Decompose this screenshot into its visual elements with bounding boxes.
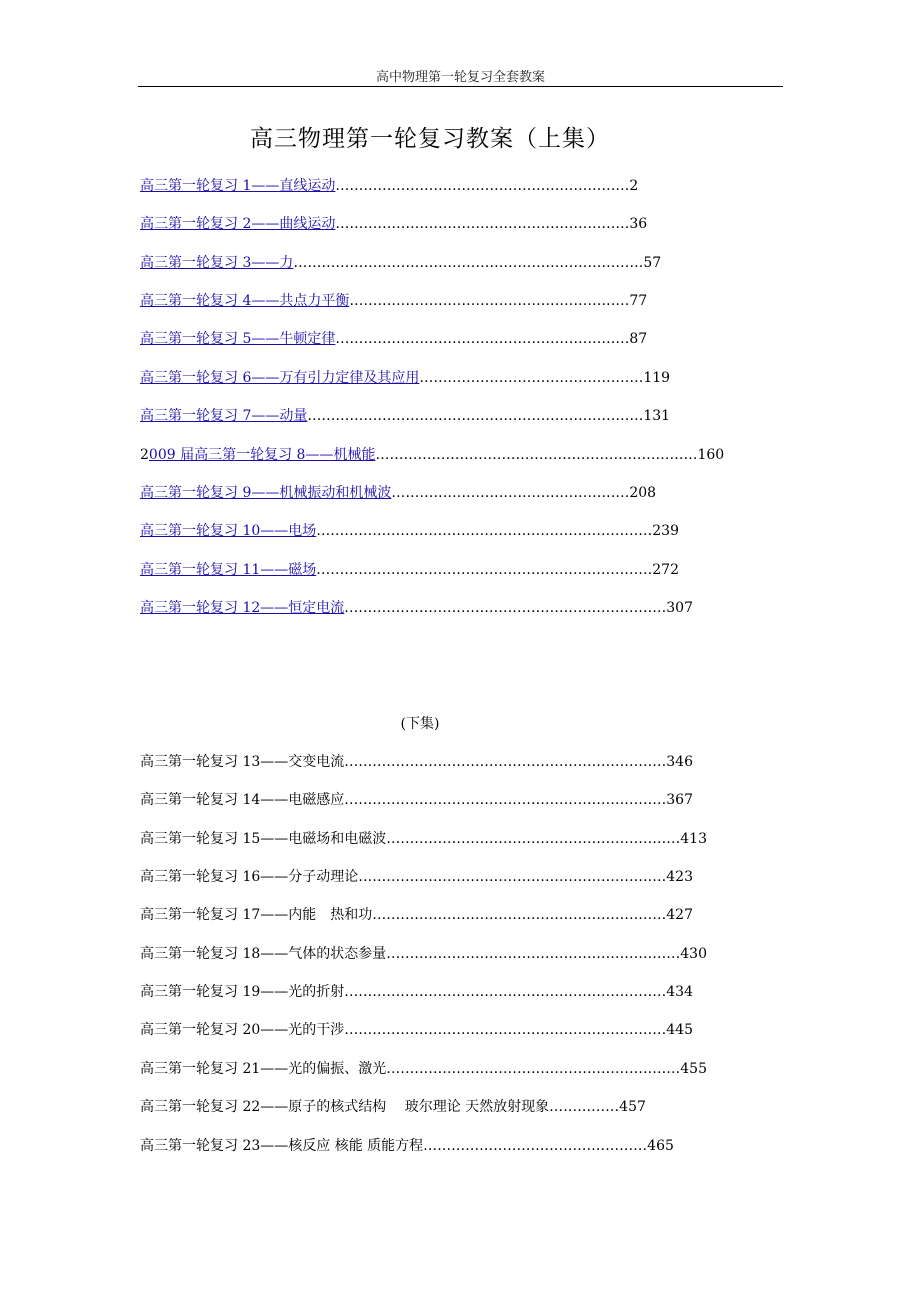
toc-link-3[interactable]: 高三第一轮复习 3——力 xyxy=(140,255,294,271)
toc-link-1[interactable]: 高三第一轮复习 1——直线运动 xyxy=(140,178,336,194)
toc-entry-19: 高三第一轮复习 19——光的折射……………………………………………………………434 xyxy=(140,984,693,1000)
toc-page-5: 87 xyxy=(629,331,648,347)
toc-link-2[interactable]: 高三第一轮复习 2——曲线运动 xyxy=(140,216,336,232)
toc-link-9[interactable]: 高三第一轮复习 9——机械振动和机械波 xyxy=(140,485,392,501)
toc-page-1: 2 xyxy=(629,178,639,194)
toc-entry-9: 高三第一轮复习 9——机械振动和机械波……………………………………………208 xyxy=(140,485,657,501)
toc-entry-23: 高三第一轮复习 23——核反应 核能 质能方程…………………………………………465 xyxy=(140,1138,674,1154)
toc-entry-12: 高三第一轮复习 12——恒定电流……………………………………………………………307 xyxy=(140,600,693,616)
toc-page-16: 423 xyxy=(666,869,693,885)
page-header: 高中物理第一轮复习全套教案 xyxy=(375,70,545,85)
toc-entry-4: 高三第一轮复习 4——共点力平衡……………………………………………………77 xyxy=(140,293,648,309)
toc-link-10[interactable]: 高三第一轮复习 10——电场 xyxy=(140,523,317,539)
toc-entry-21: 高三第一轮复习 21——光的偏振、激光………………………………………………………455 xyxy=(140,1061,707,1077)
toc-entry-7: 高三第一轮复习 7——动量………………………………………………………………131 xyxy=(140,408,671,424)
toc-link-5[interactable]: 高三第一轮复习 5——牛顿定律 xyxy=(140,331,336,347)
toc-entry-16: 高三第一轮复习 16——分子动理论…………………………………………………………423 xyxy=(140,869,693,885)
toc-page-6: 119 xyxy=(643,370,671,386)
toc-entry-5: 高三第一轮复习 5——牛顿定律………………………………………………………87 xyxy=(140,331,648,347)
toc-page-13: 346 xyxy=(666,754,693,770)
toc-entry-20: 高三第一轮复习 20——光的干涉……………………………………………………………445 xyxy=(140,1022,693,1038)
toc-page-22: 457 xyxy=(619,1099,646,1115)
section-title-lower: (下集) xyxy=(400,716,440,732)
document-title: 高三物理第一轮复习教案（上集） xyxy=(250,126,610,152)
toc-page-7: 131 xyxy=(643,408,671,424)
toc-entry-8: 2009 届高三第一轮复习 8——机械能……………………………………………………………160 xyxy=(140,447,725,463)
toc-entry-14: 高三第一轮复习 14——电磁感应……………………………………………………………367 xyxy=(140,792,693,808)
toc-entry-11: 高三第一轮复习 11——磁场………………………………………………………………272 xyxy=(140,562,679,578)
toc-page-8: 160 xyxy=(697,447,725,463)
toc-page-21: 455 xyxy=(680,1061,707,1077)
toc-page-18: 430 xyxy=(680,946,707,962)
toc-entry-6: 高三第一轮复习 6——万有引力定律及其应用…………………………………………119 xyxy=(140,370,671,386)
toc-page-19: 434 xyxy=(666,984,693,1000)
toc-entry-13: 高三第一轮复习 13——交变电流……………………………………………………………346 xyxy=(140,754,693,770)
toc-page-14: 367 xyxy=(666,792,693,808)
toc-page-10: 239 xyxy=(652,523,679,539)
header-rule xyxy=(138,86,783,87)
toc-link-7[interactable]: 高三第一轮复习 7——动量 xyxy=(140,408,308,424)
toc-page-15: 413 xyxy=(680,831,707,847)
toc-page-3: 57 xyxy=(643,255,662,271)
toc-entry-3: 高三第一轮复习 3——力…………………………………………………………………57 xyxy=(140,255,662,271)
toc-page-2: 36 xyxy=(629,216,648,232)
toc-page-4: 77 xyxy=(629,293,648,309)
toc-entry-1: 高三第一轮复习 1——直线运动………………………………………………………2 xyxy=(140,178,639,194)
toc-entry-22: 高三第一轮复习 22——原子的核式结构 玻尔理论 天然放射现象……………457 xyxy=(140,1099,646,1115)
toc-entry-18: 高三第一轮复习 18——气体的状态参量………………………………………………………430 xyxy=(140,946,707,962)
toc-page-12: 307 xyxy=(666,600,693,616)
toc-page-9: 208 xyxy=(629,485,657,501)
toc-link-6[interactable]: 高三第一轮复习 6——万有引力定律及其应用 xyxy=(140,370,420,386)
toc-link-11[interactable]: 高三第一轮复习 11——磁场 xyxy=(140,562,317,578)
toc-link-12[interactable]: 高三第一轮复习 12——恒定电流 xyxy=(140,600,345,616)
toc-page-17: 427 xyxy=(666,907,693,923)
toc-link-8[interactable]: 009 届高三第一轮复习 8——机械能 xyxy=(148,447,376,463)
toc-entry-15: 高三第一轮复习 15——电磁场和电磁波………………………………………………………413 xyxy=(140,831,707,847)
toc-entry-10: 高三第一轮复习 10——电场………………………………………………………………239 xyxy=(140,523,679,539)
toc-page-11: 272 xyxy=(652,562,679,578)
toc-entry-2: 高三第一轮复习 2——曲线运动………………………………………………………36 xyxy=(140,216,648,232)
toc-link-4[interactable]: 高三第一轮复习 4——共点力平衡 xyxy=(140,293,350,309)
toc-entry-17: 高三第一轮复习 17——内能 热和功………………………………………………………427 xyxy=(140,907,693,923)
toc-page-20: 445 xyxy=(666,1022,693,1038)
toc-page-23: 465 xyxy=(647,1138,674,1154)
